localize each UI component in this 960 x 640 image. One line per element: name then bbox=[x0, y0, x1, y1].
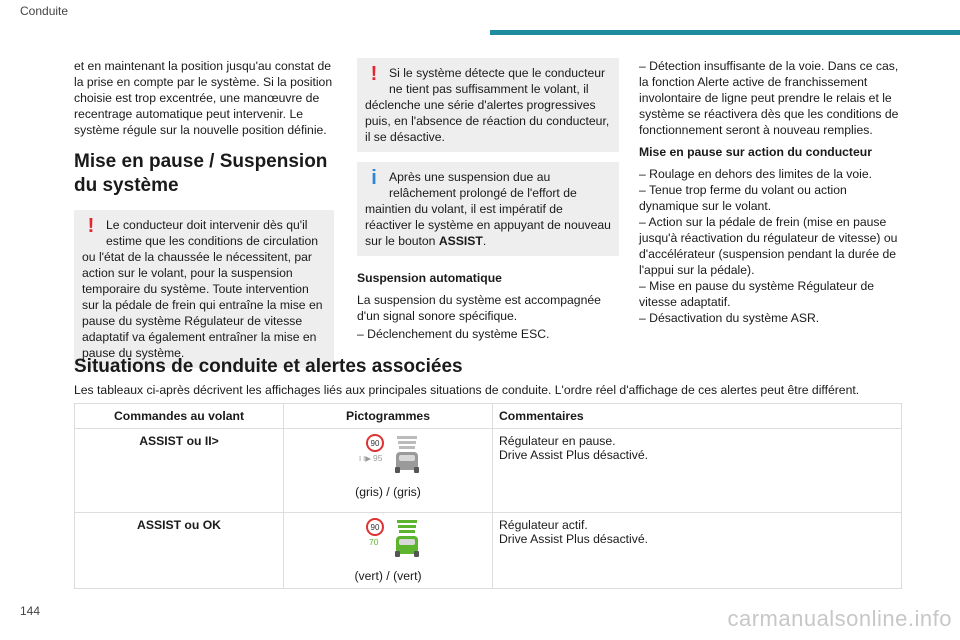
pictogram-caption: (gris) / (gris) bbox=[355, 485, 421, 499]
list-item: – Déclenchement du système ESC. bbox=[357, 327, 550, 341]
list-item: – Tenue trop ferme du volant ou action dynamique sur le volant. bbox=[639, 183, 847, 213]
auto-suspension-heading: Suspension automatique bbox=[357, 271, 502, 285]
table-row bbox=[75, 513, 902, 589]
paused-assist-pictogram bbox=[353, 434, 423, 480]
comment-cell bbox=[493, 429, 902, 513]
speed-lane-icon bbox=[353, 434, 423, 480]
pictogram-cell bbox=[284, 429, 493, 513]
warning-note-rest: ou l'état de la chaussée le nécessitent, par action sur le volant, pour la suspension temporaire du système. Toute intervention sur la pédale de frein qui entraîne la mise en pause du système Régulateur de vitesse adaptatif va également entraîner la mise en pause du système. bbox=[82, 250, 323, 360]
alerts-table bbox=[74, 403, 902, 589]
info-icon: i bbox=[371, 167, 377, 189]
warning-note-steering bbox=[357, 58, 619, 152]
column-3 bbox=[639, 58, 901, 326]
info-note-rest bbox=[365, 202, 611, 248]
warning-note-first-line: Si le système détecte que le conducteur ne tient pas suffisamment le volant, il bbox=[389, 66, 606, 96]
header-pictograms: Pictogrammes bbox=[284, 404, 493, 429]
comment-line: Drive Assist Plus désactivé. bbox=[499, 532, 649, 546]
list-item: – Action sur la pédale de frein (mise en pause jusqu'à réactivation du régulateur de vitesse) ou d'accélérateur (suspension pendant la durée de l'appui sur la pédale). bbox=[639, 215, 898, 277]
speed-lane-icon bbox=[353, 518, 423, 564]
column-2 bbox=[357, 58, 619, 342]
list-item: – Roulage en dehors des limites de la voie. bbox=[639, 167, 873, 181]
active-assist-pictogram bbox=[353, 518, 423, 564]
col1-intro-text: et en maintenant la position jusqu'au constat de la prise en compte par le système. Si la position choisie est trop excentrée, une manœuvre de recentrage automatique peut intervenir. Le système régule sur la nouvelle position définie. bbox=[74, 59, 333, 137]
info-note-first-line: Après une suspension due au relâchement prolongé de l'effort de bbox=[389, 170, 577, 200]
set-speed-value: 95 bbox=[373, 453, 383, 463]
driving-situations-intro: Les tableaux ci-après décrivent les affichages liés aux principales situations de conduite. L'ordre réel d'affichage de ces alertes peut être différent. bbox=[74, 383, 860, 397]
list-item: – Détection insuffisante de la voie. Dans ce cas, la fonction Alerte active de franchissement involontaire de ligne peut prendre le relais et le système se réactivera dès que les conditions de fonctionnement seront à nouveau remplies. bbox=[639, 59, 899, 137]
pause-symbol: I I▶ bbox=[359, 454, 372, 463]
comment-line: Régulateur actif. bbox=[499, 518, 588, 532]
header-comments: Commentaires bbox=[493, 404, 902, 429]
list-item: – Mise en pause du système Régulateur de vitesse adaptatif. bbox=[639, 279, 875, 309]
auto-suspension-text: La suspension du système est accompagnée d'un signal sonore spécifique. bbox=[357, 293, 601, 323]
pictogram-cell bbox=[284, 513, 493, 589]
header-commands: Commandes au volant bbox=[75, 404, 284, 429]
page-header-title: Conduite bbox=[20, 4, 69, 18]
set-speed-value: 70 bbox=[369, 537, 379, 547]
header-accent-bar bbox=[490, 30, 960, 35]
pictogram-caption: (vert) / (vert) bbox=[354, 569, 422, 583]
command-cell: ASSIST ou OK bbox=[75, 513, 284, 589]
comment-line: Régulateur en pause. bbox=[499, 434, 616, 448]
list-item: – Désactivation du système ASR. bbox=[639, 311, 820, 325]
info-note-end: . bbox=[482, 234, 487, 248]
command-cell: ASSIST ou II> bbox=[75, 429, 284, 513]
info-note-text: maintien du volant, il est impératif de réactiver le système en appuyant de nouveau sur le bouton bbox=[365, 202, 611, 248]
column-1 bbox=[74, 58, 334, 378]
table-header-row bbox=[75, 404, 902, 429]
watermark: carmanualsonline.info bbox=[727, 606, 952, 631]
pause-suspension-heading: Mise en pause / Suspension du système bbox=[74, 151, 328, 196]
comment-cell bbox=[493, 513, 902, 589]
assist-button-label: ASSIST bbox=[438, 234, 483, 248]
driving-situations-heading: Situations de conduite et alertes associées bbox=[74, 356, 463, 377]
limit-value: 90 bbox=[370, 439, 380, 448]
info-note-reactivation bbox=[357, 162, 619, 256]
exclamation-icon: ! bbox=[87, 215, 95, 237]
table-row bbox=[75, 429, 902, 513]
exclamation-icon: ! bbox=[370, 63, 378, 85]
warning-note-rest: déclenche une série d'alertes progressives puis, en l'absence de réaction du conducteur, il se désactive. bbox=[365, 98, 610, 144]
warning-note-first-line: Le conducteur doit intervenir dès qu'il estime que les conditions de circulation bbox=[106, 218, 319, 248]
warning-note-driver bbox=[74, 210, 334, 368]
driver-pause-heading: Mise en pause sur action du conducteur bbox=[639, 145, 872, 159]
page-number: 144 bbox=[20, 604, 41, 618]
comment-line: Drive Assist Plus désactivé. bbox=[499, 448, 649, 462]
limit-value: 90 bbox=[370, 523, 380, 532]
